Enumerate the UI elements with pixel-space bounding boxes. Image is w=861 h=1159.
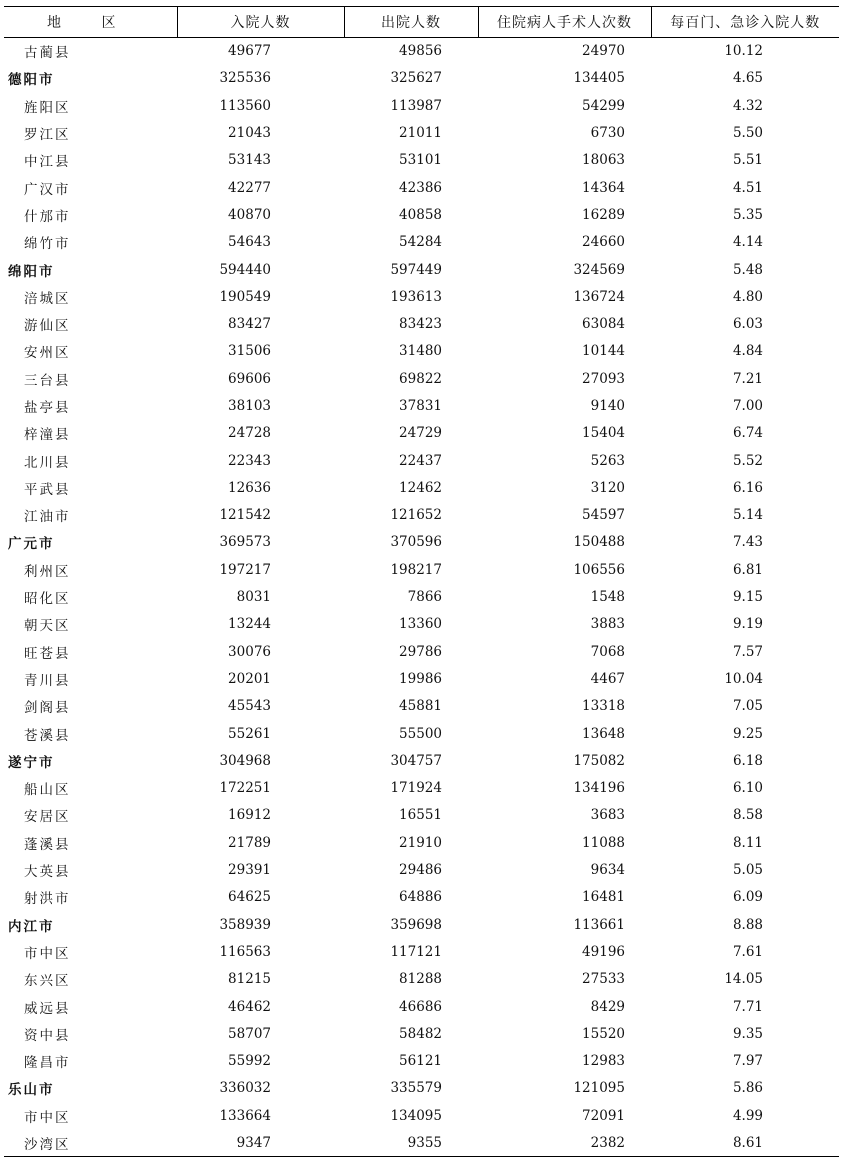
admitted-count-cell: 325536 (219, 70, 271, 87)
table-row (4, 638, 839, 665)
region-name-cell: 剑阁县 (24, 700, 71, 717)
admission-rate-cell: 4.14 (732, 234, 763, 251)
surgery-count-cell: 72091 (582, 1107, 625, 1124)
surgery-count-cell: 18063 (582, 152, 625, 169)
region-name-cell: 市中区 (24, 1109, 71, 1126)
discharged-count-cell: 171924 (390, 780, 442, 797)
region-name-cell: 安居区 (24, 809, 71, 826)
table-row (4, 283, 839, 310)
surgery-count-cell: 11088 (582, 834, 625, 851)
admission-rate-cell: 4.65 (732, 70, 763, 87)
discharged-count-cell: 55500 (399, 725, 442, 742)
discharged-count-cell: 83423 (399, 316, 442, 333)
table-row (4, 938, 839, 965)
admission-rate-cell: 4.84 (732, 343, 763, 360)
admitted-count-cell: 53143 (228, 152, 271, 169)
admitted-count-cell: 69606 (228, 370, 271, 387)
city-summary-row (4, 911, 839, 938)
admission-rate-cell: 7.97 (732, 1053, 763, 1070)
hospital-admissions-table (4, 6, 839, 1157)
region-name-cell: 旌阳区 (24, 99, 71, 116)
discharged-count-cell: 64886 (399, 889, 442, 906)
discharged-count-cell: 370596 (390, 534, 442, 551)
region-name-cell: 古蔺县 (24, 45, 71, 62)
discharged-count-cell: 193613 (390, 288, 442, 305)
discharged-count-cell: 21011 (399, 125, 442, 142)
surgery-count-cell: 3883 (590, 616, 625, 633)
admission-rate-cell: 7.57 (732, 643, 763, 660)
surgery-count-cell: 175082 (573, 752, 625, 769)
admitted-count-cell: 30076 (228, 643, 271, 660)
discharged-count-cell: 113987 (390, 97, 442, 114)
discharged-count-cell: 597449 (390, 261, 442, 278)
surgery-count-cell: 63084 (582, 316, 625, 333)
table-row (4, 1129, 839, 1156)
table-row (4, 802, 839, 829)
surgery-count-cell: 136724 (573, 288, 625, 305)
admitted-count-cell: 58707 (228, 1025, 271, 1042)
admitted-count-cell: 190549 (219, 288, 271, 305)
admitted-count-cell: 12636 (228, 479, 271, 496)
surgery-count-cell: 24660 (582, 234, 625, 251)
table-row (4, 38, 839, 65)
column-header-discharged: 出院人数 (344, 7, 478, 38)
admission-rate-cell: 9.35 (732, 1025, 763, 1042)
admitted-count-cell: 49677 (228, 43, 271, 60)
discharged-count-cell: 359698 (390, 916, 442, 933)
admission-rate-cell: 9.19 (732, 616, 763, 633)
surgery-count-cell: 8429 (590, 998, 625, 1015)
region-name-cell: 东兴区 (24, 973, 71, 990)
admitted-count-cell: 21043 (228, 125, 271, 142)
discharged-count-cell: 46686 (399, 998, 442, 1015)
table-header (4, 7, 839, 38)
region-name-cell: 德阳市 (8, 72, 55, 89)
admitted-count-cell: 133664 (219, 1107, 271, 1124)
admitted-count-cell: 45543 (228, 698, 271, 715)
table-row (4, 583, 839, 610)
region-name-cell: 乐山市 (8, 1082, 55, 1099)
admitted-count-cell: 369573 (219, 534, 271, 551)
table-row (4, 720, 839, 747)
statistics-table-page (4, 6, 839, 1157)
surgery-count-cell: 54299 (582, 97, 625, 114)
region-name-cell: 青川县 (24, 672, 71, 689)
admitted-count-cell: 172251 (219, 780, 271, 797)
discharged-count-cell: 56121 (399, 1053, 442, 1070)
surgery-count-cell: 15404 (582, 425, 625, 442)
table-row (4, 856, 839, 883)
discharged-count-cell: 45881 (399, 698, 442, 715)
discharged-count-cell: 9355 (344, 1129, 478, 1156)
admitted-count-cell: 22343 (228, 452, 271, 469)
discharged-count-cell: 53101 (399, 152, 442, 169)
surgery-count-cell: 2382 (478, 1129, 651, 1156)
admission-rate-cell: 5.05 (732, 862, 763, 879)
admitted-count-cell: 121542 (219, 507, 271, 524)
surgery-count-cell: 27533 (582, 971, 625, 988)
region-name-cell: 罗江区 (24, 127, 71, 144)
region-name-cell: 射洪市 (24, 891, 71, 908)
table-row (4, 693, 839, 720)
discharged-count-cell: 304757 (390, 752, 442, 769)
region-name-cell: 三台县 (24, 372, 71, 389)
table-row (4, 174, 839, 201)
admission-rate-cell: 6.18 (732, 752, 763, 769)
admission-rate-cell: 7.00 (732, 398, 763, 414)
surgery-count-cell: 9140 (590, 398, 625, 414)
discharged-count-cell: 134095 (390, 1107, 442, 1124)
surgery-count-cell: 14364 (582, 179, 625, 196)
surgery-count-cell: 13648 (582, 725, 625, 742)
table-row (4, 611, 839, 638)
surgery-count-cell: 49196 (582, 943, 625, 960)
surgery-count-cell: 16481 (582, 889, 625, 906)
city-summary-row (4, 529, 839, 556)
surgery-count-cell: 1548 (590, 589, 625, 606)
table-row (4, 502, 839, 529)
admission-rate-cell: 4.32 (732, 97, 763, 114)
admitted-count-cell: 113560 (219, 97, 271, 114)
region-name-cell: 绵竹市 (24, 236, 71, 253)
table-row (4, 556, 839, 583)
discharged-count-cell: 69822 (399, 370, 442, 387)
surgery-count-cell: 15520 (582, 1025, 625, 1042)
discharged-count-cell: 37831 (399, 398, 442, 414)
region-name-cell: 隆昌市 (24, 1055, 71, 1072)
region-name-cell: 涪城区 (24, 290, 71, 307)
region-name-cell: 平武县 (24, 481, 71, 498)
discharged-count-cell: 19986 (399, 670, 442, 687)
surgery-count-cell: 54597 (582, 507, 625, 524)
column-header-admitted: 入院人数 (177, 7, 344, 38)
admission-rate-cell: 6.81 (732, 561, 763, 578)
admitted-count-cell: 83427 (228, 316, 271, 333)
admitted-count-cell: 31506 (228, 343, 271, 360)
table-body (4, 38, 839, 1157)
surgery-count-cell: 24970 (582, 43, 625, 60)
surgery-count-cell: 113661 (573, 916, 625, 933)
admission-rate-cell: 7.71 (732, 998, 763, 1015)
region-name-cell: 旺苍县 (24, 645, 71, 662)
surgery-count-cell: 10144 (582, 343, 625, 360)
admission-rate-cell: 5.35 (732, 206, 763, 223)
admitted-count-cell: 197217 (219, 561, 271, 578)
admission-rate-cell: 4.99 (732, 1107, 763, 1124)
region-name-cell: 沙湾区 (4, 1129, 177, 1156)
admission-rate-cell: 8.58 (732, 807, 763, 824)
surgery-count-cell: 4467 (590, 670, 625, 687)
surgery-count-cell: 12983 (582, 1053, 625, 1070)
admitted-count-cell: 29391 (228, 862, 271, 879)
table-row (4, 392, 839, 419)
admitted-count-cell: 46462 (228, 998, 271, 1015)
admission-rate-cell: 5.51 (732, 152, 763, 169)
discharged-count-cell: 49856 (399, 43, 442, 60)
admitted-count-cell: 21789 (228, 834, 271, 851)
surgery-count-cell: 121095 (573, 1080, 625, 1097)
table-row (4, 1102, 839, 1129)
table-row (4, 474, 839, 501)
discharged-count-cell: 12462 (399, 479, 442, 496)
surgery-count-cell: 27093 (582, 370, 625, 387)
admission-rate-cell: 8.61 (651, 1129, 839, 1156)
admission-rate-cell: 6.74 (732, 425, 763, 442)
surgery-count-cell: 9634 (590, 862, 625, 879)
column-header-admission-rate: 每百门、急诊入院人数 (651, 7, 839, 38)
admission-rate-cell: 6.03 (732, 316, 763, 333)
discharged-count-cell: 335579 (390, 1080, 442, 1097)
admission-rate-cell: 7.61 (732, 943, 763, 960)
admission-rate-cell: 7.43 (732, 534, 763, 551)
admission-rate-cell: 8.11 (732, 834, 763, 851)
admission-rate-cell: 5.48 (732, 261, 763, 278)
region-name-cell: 威远县 (24, 1000, 71, 1017)
table-row (4, 966, 839, 993)
table-row (4, 92, 839, 119)
surgery-count-cell: 150488 (573, 534, 625, 551)
admitted-count-cell: 24728 (228, 425, 271, 442)
city-summary-row (4, 1075, 839, 1102)
table-row (4, 665, 839, 692)
admission-rate-cell: 6.09 (732, 889, 763, 906)
region-name-cell: 梓潼县 (24, 427, 71, 444)
region-name-cell: 中江县 (24, 154, 71, 171)
region-name-cell: 北川县 (24, 454, 71, 471)
region-name-cell: 船山区 (24, 782, 71, 799)
region-name-cell: 昭化区 (24, 591, 71, 608)
region-name-cell: 内江市 (8, 918, 55, 935)
admission-rate-cell: 14.05 (724, 971, 763, 988)
admitted-count-cell: 9347 (177, 1129, 344, 1156)
admission-rate-cell: 10.04 (724, 670, 763, 687)
discharged-count-cell: 24729 (399, 425, 442, 442)
discharged-count-cell: 13360 (399, 616, 442, 633)
region-name-cell: 安州区 (24, 345, 71, 362)
admission-rate-cell: 7.05 (732, 698, 763, 715)
region-name-cell: 利州区 (24, 563, 71, 580)
admitted-count-cell: 13244 (228, 616, 271, 633)
table-row (4, 884, 839, 911)
admission-rate-cell: 9.15 (732, 589, 763, 606)
region-name-cell: 什邡市 (24, 208, 71, 225)
table-row (4, 338, 839, 365)
region-name-cell: 蓬溪县 (24, 836, 71, 853)
discharged-count-cell: 117121 (390, 943, 442, 960)
admitted-count-cell: 16912 (228, 807, 271, 824)
discharged-count-cell: 42386 (399, 179, 442, 196)
admitted-count-cell: 20201 (228, 670, 271, 687)
admitted-count-cell: 55261 (228, 725, 271, 742)
admitted-count-cell: 55992 (228, 1053, 271, 1070)
discharged-count-cell: 29786 (399, 643, 442, 660)
region-name-cell: 广汉市 (24, 181, 71, 198)
surgery-count-cell: 106556 (573, 561, 625, 578)
surgery-count-cell: 6730 (590, 125, 625, 142)
admission-rate-cell: 6.16 (732, 479, 763, 496)
column-header-surgeries: 住院病人手术人次数 (478, 7, 651, 38)
admitted-count-cell: 336032 (219, 1080, 271, 1097)
surgery-count-cell: 16289 (582, 206, 625, 223)
table-row (4, 201, 839, 228)
discharged-count-cell: 58482 (399, 1025, 442, 1042)
discharged-count-cell: 325627 (390, 70, 442, 87)
discharged-count-cell: 198217 (390, 561, 442, 578)
admission-rate-cell: 9.25 (732, 725, 763, 742)
discharged-count-cell: 121652 (390, 507, 442, 524)
discharged-count-cell: 22437 (399, 452, 442, 469)
surgery-count-cell: 3120 (590, 479, 625, 496)
table-row (4, 119, 839, 146)
table-row (4, 1020, 839, 1047)
discharged-count-cell: 29486 (399, 862, 442, 879)
region-name-cell: 苍溪县 (24, 727, 71, 744)
region-name-cell: 大英县 (24, 864, 71, 881)
admitted-count-cell: 42277 (228, 179, 271, 196)
admission-rate-cell: 5.86 (732, 1080, 763, 1097)
admitted-count-cell: 358939 (219, 916, 271, 933)
admitted-count-cell: 38103 (228, 398, 271, 414)
admission-rate-cell: 4.51 (732, 179, 763, 196)
column-header-region: 地 区 (4, 7, 177, 38)
admission-rate-cell: 8.88 (732, 916, 763, 933)
admission-rate-cell: 4.80 (732, 288, 763, 305)
discharged-count-cell: 54284 (399, 234, 442, 251)
admission-rate-cell: 5.52 (732, 452, 763, 469)
region-name-cell: 盐亭县 (24, 400, 71, 416)
admission-rate-cell: 6.10 (732, 780, 763, 797)
discharged-count-cell: 21910 (399, 834, 442, 851)
admission-rate-cell: 7.21 (732, 370, 763, 387)
table-row (4, 229, 839, 256)
city-summary-row (4, 747, 839, 774)
surgery-count-cell: 5263 (590, 452, 625, 469)
city-summary-row (4, 65, 839, 92)
region-name-cell: 遂宁市 (8, 754, 55, 771)
discharged-count-cell: 40858 (399, 206, 442, 223)
admission-rate-cell: 10.12 (724, 43, 763, 60)
header-row (4, 7, 839, 38)
discharged-count-cell: 7866 (407, 589, 442, 606)
table-row (4, 420, 839, 447)
region-name-cell: 广元市 (8, 536, 55, 553)
admitted-count-cell: 81215 (228, 971, 271, 988)
table-row (4, 147, 839, 174)
table-row (4, 310, 839, 337)
discharged-count-cell: 16551 (399, 807, 442, 824)
region-name-cell: 资中县 (24, 1027, 71, 1044)
table-row (4, 365, 839, 392)
surgery-count-cell: 7068 (590, 643, 625, 660)
region-name-cell: 绵阳市 (8, 263, 55, 280)
admitted-count-cell: 116563 (219, 943, 271, 960)
discharged-count-cell: 31480 (399, 343, 442, 360)
admitted-count-cell: 64625 (228, 889, 271, 906)
region-name-cell: 朝天区 (24, 618, 71, 635)
table-row (4, 993, 839, 1020)
table-row (4, 447, 839, 474)
table-row (4, 1047, 839, 1074)
admitted-count-cell: 40870 (228, 206, 271, 223)
region-name-cell: 江油市 (24, 509, 71, 526)
city-summary-row (4, 256, 839, 283)
discharged-count-cell: 81288 (399, 971, 442, 988)
surgery-count-cell: 13318 (582, 698, 625, 715)
table-row (4, 775, 839, 802)
admitted-count-cell: 594440 (219, 261, 271, 278)
admission-rate-cell: 5.14 (732, 507, 763, 524)
admitted-count-cell: 54643 (228, 234, 271, 251)
surgery-count-cell: 324569 (573, 261, 625, 278)
surgery-count-cell: 134405 (573, 70, 625, 87)
admitted-count-cell: 304968 (219, 752, 271, 769)
region-name-cell: 市中区 (24, 945, 71, 962)
admitted-count-cell: 8031 (236, 589, 271, 606)
admission-rate-cell: 5.50 (732, 125, 763, 142)
surgery-count-cell: 3683 (590, 807, 625, 824)
surgery-count-cell: 134196 (573, 780, 625, 797)
region-name-cell: 游仙区 (24, 318, 71, 335)
table-row (4, 829, 839, 856)
